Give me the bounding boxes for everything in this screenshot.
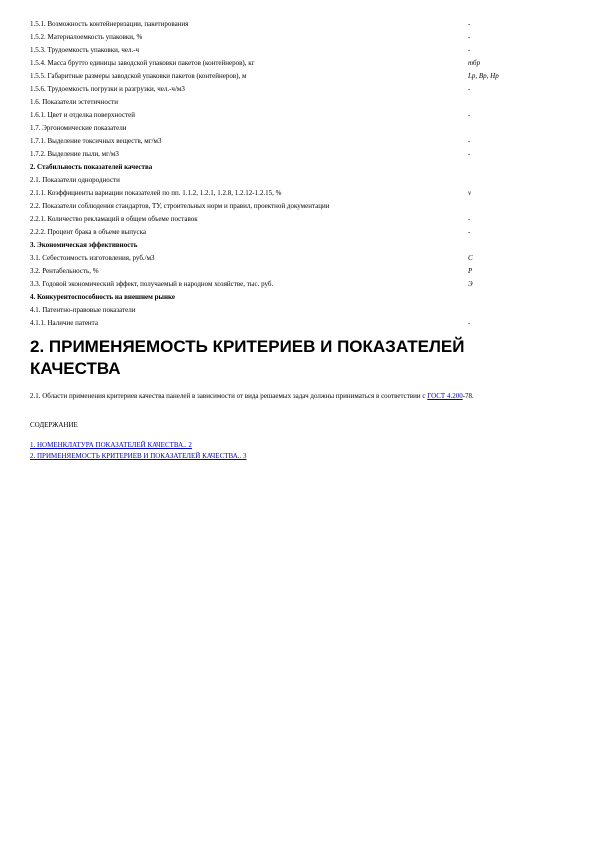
table-row — [30, 317, 570, 330]
indicator-name: 1.7.1. Выделение токсичных веществ, мг/м3 — [30, 137, 162, 145]
indicator-name: 1.5.6. Трудоемкость погрузки и разгрузки, чел.-ч/м3 — [30, 85, 185, 93]
table-row — [30, 18, 570, 31]
paragraph-suffix: -78. — [462, 392, 474, 400]
toc-title: СОДЕРЖАНИЕ — [30, 421, 78, 429]
indicator-name: 1.7. Эргономические показатели — [30, 124, 127, 132]
indicator-name: 1.5.2. Материалоемкость упаковки, % — [30, 33, 143, 41]
table-row — [30, 174, 570, 187]
indicator-symbol: Lp, Bp, Hp — [468, 72, 499, 80]
table-row — [30, 57, 570, 70]
indicator-symbol: Э — [468, 280, 473, 288]
indicator-symbol: - — [468, 33, 471, 41]
indicator-symbol: - — [468, 46, 471, 54]
table-row — [30, 148, 570, 161]
table-row — [30, 239, 570, 252]
indicator-name: 1.5.3. Трудоемкость упаковки, чел.-ч — [30, 46, 140, 54]
indicator-name: 1.5.5. Габаритные размеры заводской упаковки пакетов (контейнеров), м — [30, 72, 247, 80]
applicability-paragraph — [30, 391, 570, 402]
indicator-name: 2.2.2. Процент брака в объеме выпуска — [30, 228, 147, 236]
table-row — [30, 83, 570, 96]
indicator-name: 2.1.1. Коэффициенты вариации показателей по пп. 1.1.2, 1.2.1, 1.2.8, 1.2.12-1.2.15, % — [30, 189, 282, 197]
indicator-symbol: v — [468, 189, 472, 197]
indicator-name: 1.6. Показатели эстетичности — [30, 98, 118, 106]
indicator-name: 2. Стабильность показателей качества — [30, 163, 153, 171]
toc-link-1[interactable]: 1. НОМЕНКЛАТУРА ПОКАЗАТЕЛЕЙ КАЧЕСТВА.. 2 — [30, 441, 192, 449]
indicator-name: 2.1. Показатели однородности — [30, 176, 120, 184]
table-row — [30, 187, 570, 200]
table-row — [30, 122, 570, 135]
indicator-symbol: - — [468, 85, 471, 93]
table-row — [30, 44, 570, 57]
indicator-symbol: - — [468, 150, 471, 158]
indicator-name: 1.7.2. Выделение пыли, мг/м3 — [30, 150, 119, 158]
indicator-symbol: - — [468, 215, 471, 223]
table-row — [30, 213, 570, 226]
table-row — [30, 278, 570, 291]
table-of-contents — [30, 440, 247, 462]
table-row — [30, 135, 570, 148]
indicator-name: 1.5.4. Масса брутто единицы заводской упаковки пакетов (контейнеров), кг — [30, 59, 255, 67]
table-row — [30, 226, 570, 239]
table-row — [30, 252, 570, 265]
table-row — [30, 291, 570, 304]
indicator-symbol: - — [468, 137, 471, 145]
table-row — [30, 70, 570, 83]
indicator-symbol: P — [468, 267, 473, 275]
indicator-symbol: mбр — [468, 59, 481, 67]
indicators-table — [30, 18, 570, 330]
indicator-symbol: C — [468, 254, 473, 262]
section-heading: 2. ПРИМЕНЯЕМОСТЬ КРИТЕРИЕВ И ПОКАЗАТЕЛЕЙ КАЧЕСТВА — [30, 337, 465, 378]
indicator-name: 3.1. Себестоимость изготовления, руб./м3 — [30, 254, 155, 262]
table-row — [30, 265, 570, 278]
indicator-name: 3.3. Годовой экономический эффект, получаемый в народном хозяйстве, тыс. руб. — [30, 280, 274, 288]
indicator-name: 4.1. Патентно-правовые показатели — [30, 306, 136, 314]
indicator-name: 1.6.1. Цвет и отделка поверхностей — [30, 111, 135, 119]
toc-link-2[interactable]: 2. ПРИМЕНЯЕМОСТЬ КРИТЕРИЕВ И ПОКАЗАТЕЛЕЙ КАЧЕСТВА.. 3 — [30, 452, 247, 460]
indicator-name: 2.2. Показатели соблюдения стандартов, ТУ, строительных норм и правил, проектной документации — [30, 202, 330, 210]
indicator-symbol: - — [468, 111, 471, 119]
gost-link[interactable]: ГОСТ 4.200 — [427, 392, 463, 400]
paragraph-text: 2.1. Области применения критериев качества панелей в зависимости от вида решаемых задач должны приниматься в соответствии с — [30, 392, 428, 400]
indicator-symbol: - — [468, 20, 471, 28]
indicator-symbol: - — [468, 319, 471, 327]
indicator-symbol: - — [468, 228, 471, 236]
table-row — [30, 304, 570, 317]
indicator-name: 3. Экономическая эффективность — [30, 241, 138, 249]
table-row — [30, 161, 570, 174]
table-row — [30, 200, 570, 213]
indicator-name: 3.2. Рентабельность, % — [30, 267, 99, 275]
table-row — [30, 109, 570, 122]
table-row — [30, 31, 570, 44]
indicator-name: 4. Конкурентоспособность на внешнем рынке — [30, 293, 175, 301]
indicator-name: 1.5.1. Возможность контейнеризации, пакетирования — [30, 20, 189, 28]
table-row — [30, 96, 570, 109]
indicator-name: 4.1.1. Наличие патента — [30, 319, 98, 327]
indicator-name: 2.2.1. Количество рекламаций в общем объеме поставок — [30, 215, 198, 223]
